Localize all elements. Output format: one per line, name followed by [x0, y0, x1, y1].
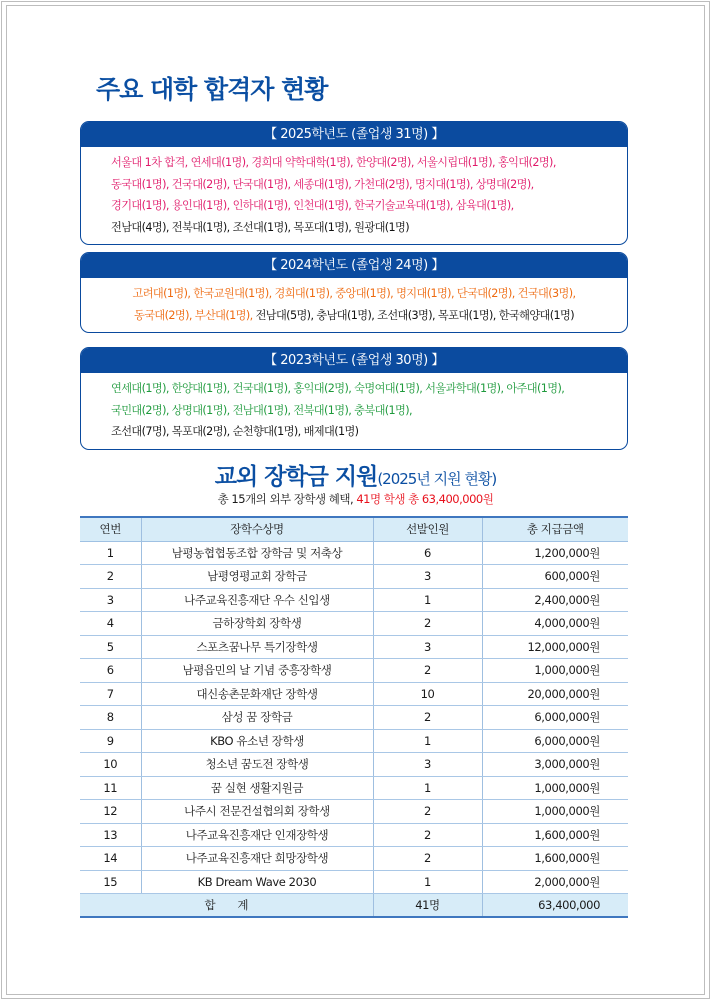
- university-list-text: 국민대(2명), 상명대(1명), 전남대(1명), 전북대(1명), 충북대(1명),: [111, 403, 412, 417]
- cell-count: 1: [373, 776, 482, 800]
- scholarship-table: [80, 516, 628, 918]
- admissions-2023-body: [81, 373, 627, 449]
- university-list-text: 동국대(2명), 부산대(1명),: [133, 308, 256, 322]
- cell-name: 금하장학회 장학생: [141, 612, 373, 636]
- table-row: [80, 870, 628, 894]
- table-row: [80, 541, 628, 565]
- admissions-2023-header: 【 2023학년도 (졸업생 30명) 】: [81, 348, 627, 373]
- cell-name: 청소년 꿈도전 장학생: [141, 753, 373, 777]
- scholarship-subtitle-prefix: 총 15개의 외부 장학생 혜택,: [217, 492, 357, 506]
- admissions-2024-box: [80, 252, 628, 333]
- cell-count: 2: [373, 659, 482, 683]
- page-title: 주요 대학 합격자 현황: [96, 75, 328, 104]
- admissions-line: [111, 195, 617, 217]
- cell-name: KB Dream Wave 2030: [141, 870, 373, 894]
- cell-amount: 1,000,000원: [482, 659, 628, 683]
- cell-name: 삼성 꿈 장학금: [141, 706, 373, 730]
- cell-name: 남평읍민의 날 기념 중흥장학생: [141, 659, 373, 683]
- university-list-text: 서울대 1차 합격, 연세대(1명), 경희대 약학대학(1명), 한양대(2명), 서울시립대(1명), 홍익대(2명),: [111, 156, 556, 169]
- admissions-line: [111, 174, 617, 196]
- cell-name: 나주교육진흥재단 인재장학생: [141, 823, 373, 847]
- cell-amount: 2,400,000원: [482, 588, 628, 612]
- cell-name: 나주교육진흥재단 희망장학생: [141, 847, 373, 871]
- cell-no: 12: [80, 800, 141, 824]
- university-list-text: 동국대(1명), 건국대(2명), 단국대(1명), 세종대(1명), 가천대(2명), 명지대(1명), 상명대(2명),: [111, 177, 534, 191]
- cell-count: 3: [373, 753, 482, 777]
- cell-name: 꿈 실현 생활지원금: [141, 776, 373, 800]
- cell-no: 10: [80, 753, 141, 777]
- table-body: [80, 541, 628, 894]
- admissions-2025-header: 【 2025학년도 (졸업생 31명) 】: [81, 122, 627, 147]
- total-amount: 63,400,000: [482, 894, 628, 918]
- scholarship-subtitle-highlight: 41명 학생 총 63,400,000원: [356, 492, 494, 506]
- cell-amount: 4,000,000원: [482, 612, 628, 636]
- cell-no: 13: [80, 823, 141, 847]
- admissions-2024-header: 【 2024학년도 (졸업생 24명) 】: [81, 253, 627, 278]
- cell-count: 1: [373, 729, 482, 753]
- cell-amount: 20,000,000원: [482, 682, 628, 706]
- total-count: 41명: [373, 894, 482, 918]
- admissions-line: [91, 283, 617, 305]
- cell-amount: 1,000,000원: [482, 800, 628, 824]
- cell-count: 10: [373, 682, 482, 706]
- cell-no: 14: [80, 847, 141, 871]
- cell-name: 남평영평교회 장학금: [141, 565, 373, 589]
- admissions-line: [111, 217, 617, 239]
- cell-no: 5: [80, 635, 141, 659]
- admissions-2025-body: [81, 147, 627, 244]
- cell-amount: 600,000원: [482, 565, 628, 589]
- cell-name: 대신송촌문화재단 장학생: [141, 682, 373, 706]
- cell-amount: 12,000,000원: [482, 635, 628, 659]
- column-header-count: 선발인원: [373, 517, 482, 541]
- table-row: [80, 800, 628, 824]
- admissions-2023-box: [80, 347, 628, 450]
- scholarship-title: [0, 458, 711, 491]
- admissions-2024-body: [81, 278, 627, 332]
- table-row: [80, 612, 628, 636]
- cell-count: 2: [373, 706, 482, 730]
- cell-amount: 1,200,000원: [482, 541, 628, 565]
- admissions-line: [111, 152, 617, 174]
- cell-amount: 6,000,000원: [482, 706, 628, 730]
- cell-amount: 2,000,000원: [482, 870, 628, 894]
- cell-name: 나주시 전문건설협의회 장학생: [141, 800, 373, 824]
- cell-amount: 3,000,000원: [482, 753, 628, 777]
- cell-name: KBO 유소년 장학생: [141, 729, 373, 753]
- admissions-2025-box: [80, 121, 628, 245]
- scholarship-title-suffix: (2025년 지원 현황): [377, 470, 497, 488]
- table-row: [80, 588, 628, 612]
- cell-amount: 1,000,000원: [482, 776, 628, 800]
- admissions-line: [111, 400, 617, 422]
- cell-no: 4: [80, 612, 141, 636]
- cell-count: 3: [373, 635, 482, 659]
- cell-no: 15: [80, 870, 141, 894]
- cell-name: 남평농협협동조합 장학금 및 저축상: [141, 541, 373, 565]
- university-list-text: 전남대(4명), 전북대(1명), 조선대(1명), 목포대(1명), 원광대(1명): [111, 220, 410, 234]
- cell-count: 2: [373, 800, 482, 824]
- table-total-row: [80, 894, 628, 918]
- scholarship-subtitle: [0, 491, 711, 507]
- scholarship-title-main: 교외 장학금 지원: [214, 464, 378, 490]
- cell-count: 6: [373, 541, 482, 565]
- table-row: [80, 753, 628, 777]
- cell-no: 2: [80, 565, 141, 589]
- university-list-text: 경기대(1명), 용인대(1명), 인하대(1명), 인천대(1명), 한국기술교육대(1명), 삼육대(1명),: [111, 199, 514, 212]
- table-row: [80, 659, 628, 683]
- table-row: [80, 565, 628, 589]
- table-row: [80, 635, 628, 659]
- admissions-line: [111, 421, 617, 443]
- cell-no: 7: [80, 682, 141, 706]
- table-row: [80, 776, 628, 800]
- cell-count: 3: [373, 565, 482, 589]
- cell-count: 1: [373, 588, 482, 612]
- table-row: [80, 823, 628, 847]
- column-header-amount: 총 지급금액: [482, 517, 628, 541]
- table-row: [80, 729, 628, 753]
- cell-no: 6: [80, 659, 141, 683]
- university-list-text: 연세대(1명), 한양대(1명), 건국대(1명), 홍익대(2명), 숙명여대(1명), 서울과학대(1명), 아주대(1명),: [111, 382, 565, 395]
- cell-amount: 1,600,000원: [482, 847, 628, 871]
- cell-no: 3: [80, 588, 141, 612]
- university-list-text: 전남대(5명), 충남대(1명), 조선대(3명), 목포대(1명), 한국해양대(1명): [255, 308, 575, 322]
- cell-count: 2: [373, 823, 482, 847]
- cell-no: 1: [80, 541, 141, 565]
- total-label: 합 계: [80, 894, 373, 918]
- table-header-row: [80, 517, 628, 541]
- cell-name: 스포츠꿈나무 특기장학생: [141, 635, 373, 659]
- table-row: [80, 682, 628, 706]
- university-list-text: 조선대(7명), 목포대(2명), 순천향대(1명), 배제대(1명): [111, 425, 359, 438]
- cell-no: 11: [80, 776, 141, 800]
- cell-count: 1: [373, 870, 482, 894]
- column-header-no: 연번: [80, 517, 141, 541]
- admissions-line: [91, 305, 617, 327]
- table-row: [80, 706, 628, 730]
- admissions-line: [111, 378, 617, 400]
- table-row: [80, 847, 628, 871]
- cell-amount: 6,000,000원: [482, 729, 628, 753]
- cell-no: 8: [80, 706, 141, 730]
- cell-count: 2: [373, 612, 482, 636]
- cell-count: 2: [373, 847, 482, 871]
- university-list-text: 고려대(1명), 한국교원대(1명), 경희대(1명), 중앙대(1명), 명지대(1명), 단국대(2명), 건국대(3명),: [132, 287, 576, 300]
- cell-no: 9: [80, 729, 141, 753]
- cell-amount: 1,600,000원: [482, 823, 628, 847]
- cell-name: 나주교육진흥재단 우수 신입생: [141, 588, 373, 612]
- column-header-name: 장학수상명: [141, 517, 373, 541]
